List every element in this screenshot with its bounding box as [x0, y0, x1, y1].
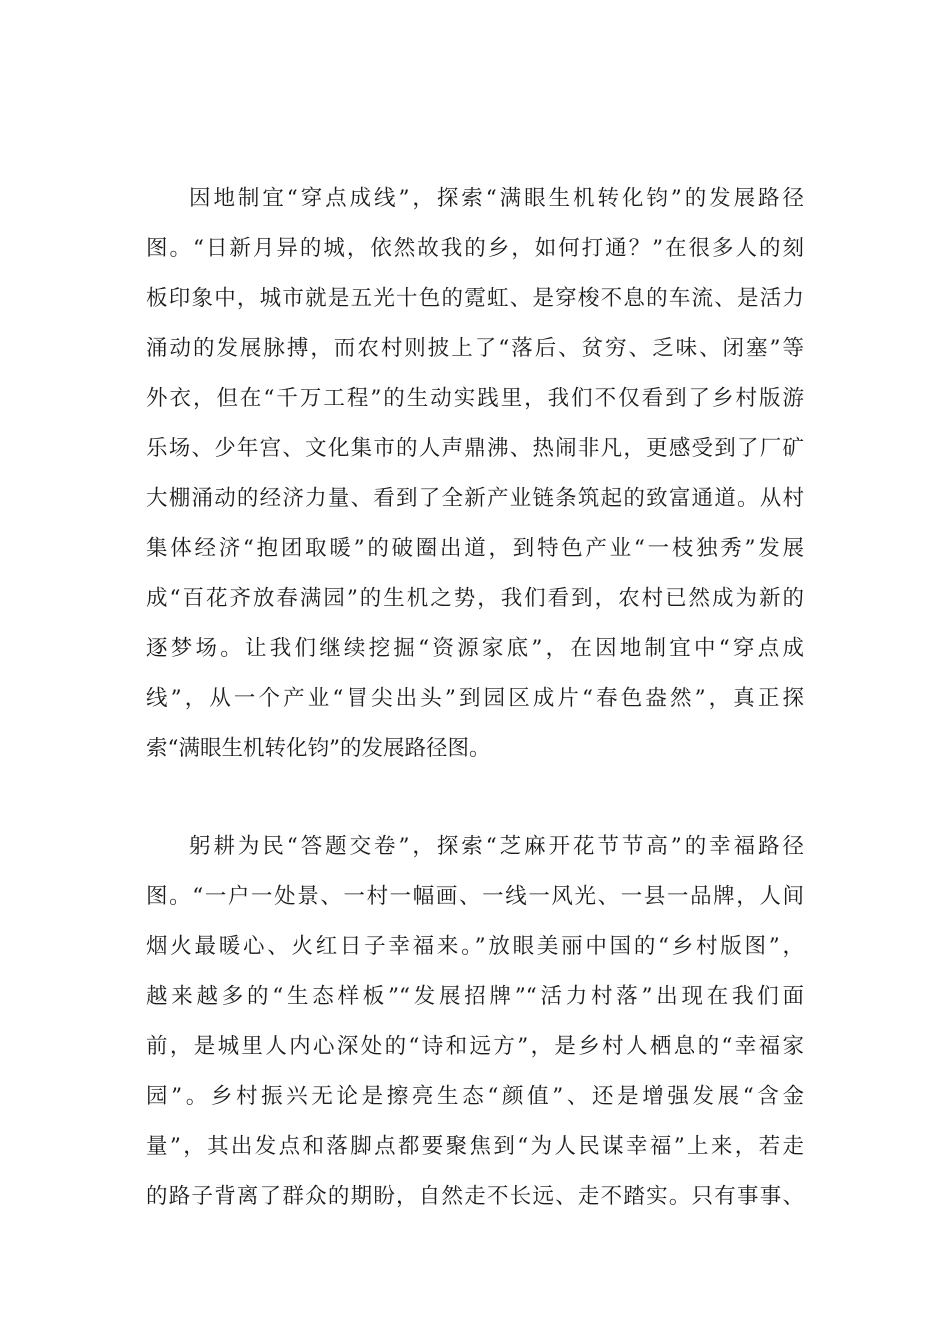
- paragraph-2: [146, 822, 804, 1222]
- paragraph-line: 逐梦场。让我们继续挖掘“资源家底”，在因地制宜中“穿点成: [146, 636, 804, 661]
- paragraph-line: 量”，其出发点和落脚点都要聚焦到“为人民谋幸福”上来，若走: [146, 1134, 804, 1159]
- paragraph-line: 集体经济“抱团取暖”的破圈出道，到特色产业“一枝独秀”发展: [146, 536, 804, 561]
- paragraph-line: 索“满眼生机转化钧”的发展路径图。: [146, 736, 491, 761]
- paragraph-line: 乐场、少年宫、文化集市的人声鼎沸、热闹非凡，更感受到了厂矿: [146, 436, 804, 461]
- paragraph-line: 线”，从一个产业“冒尖出头”到园区成片“春色盎然”，真正探: [146, 686, 804, 711]
- paragraph-line: 大棚涌动的经济力量、看到了全新产业链条筑起的致富通道。从村: [146, 486, 804, 511]
- paragraph-line: 成“百花齐放春满园”的生机之势，我们看到，农村已然成为新的: [146, 586, 804, 611]
- paragraph-line: 园”。乡村振兴无论是擦亮生态“颜值”、还是增强发展“含金: [146, 1084, 804, 1109]
- paragraph-line: 板印象中，城市就是五光十色的霓虹、是穿梭不息的车流、是活力: [146, 286, 804, 311]
- paragraph-line: 图。“一户一处景、一村一幅画、一线一风光、一县一品牌，人间: [146, 884, 804, 909]
- paragraph-line: 前，是城里人内心深处的“诗和远方”，是乡村人栖息的“幸福家: [146, 1034, 804, 1059]
- paragraph-line: 图。“日新月异的城，依然故我的乡，如何打通？”在很多人的刻: [146, 236, 804, 261]
- paragraph-line: 烟火最暖心、火红日子幸福来。”放眼美丽中国的“乡村版图”，: [146, 934, 804, 959]
- paragraph-line: 外衣，但在“千万工程”的生动实践里，我们不仅看到了乡村版游: [146, 386, 804, 411]
- paragraph-line: 涌动的发展脉搏，而农村则披上了“落后、贫穷、乏味、闭塞”等: [146, 336, 804, 361]
- paragraph-line: 越来越多的“生态样板”“发展招牌”“活力村落”出现在我们面: [146, 984, 804, 1009]
- paragraph-line: 躬耕为民“答题交卷”，探索“芝麻开花节节高”的幸福路径: [189, 834, 804, 859]
- paragraph-1: [146, 174, 804, 774]
- paragraph-line: 因地制宜“穿点成线”，探索“满眼生机转化钧”的发展路径: [189, 186, 804, 211]
- paragraph-line: 的路子背离了群众的期盼，自然走不长远、走不踏实。只有事事、: [146, 1184, 804, 1209]
